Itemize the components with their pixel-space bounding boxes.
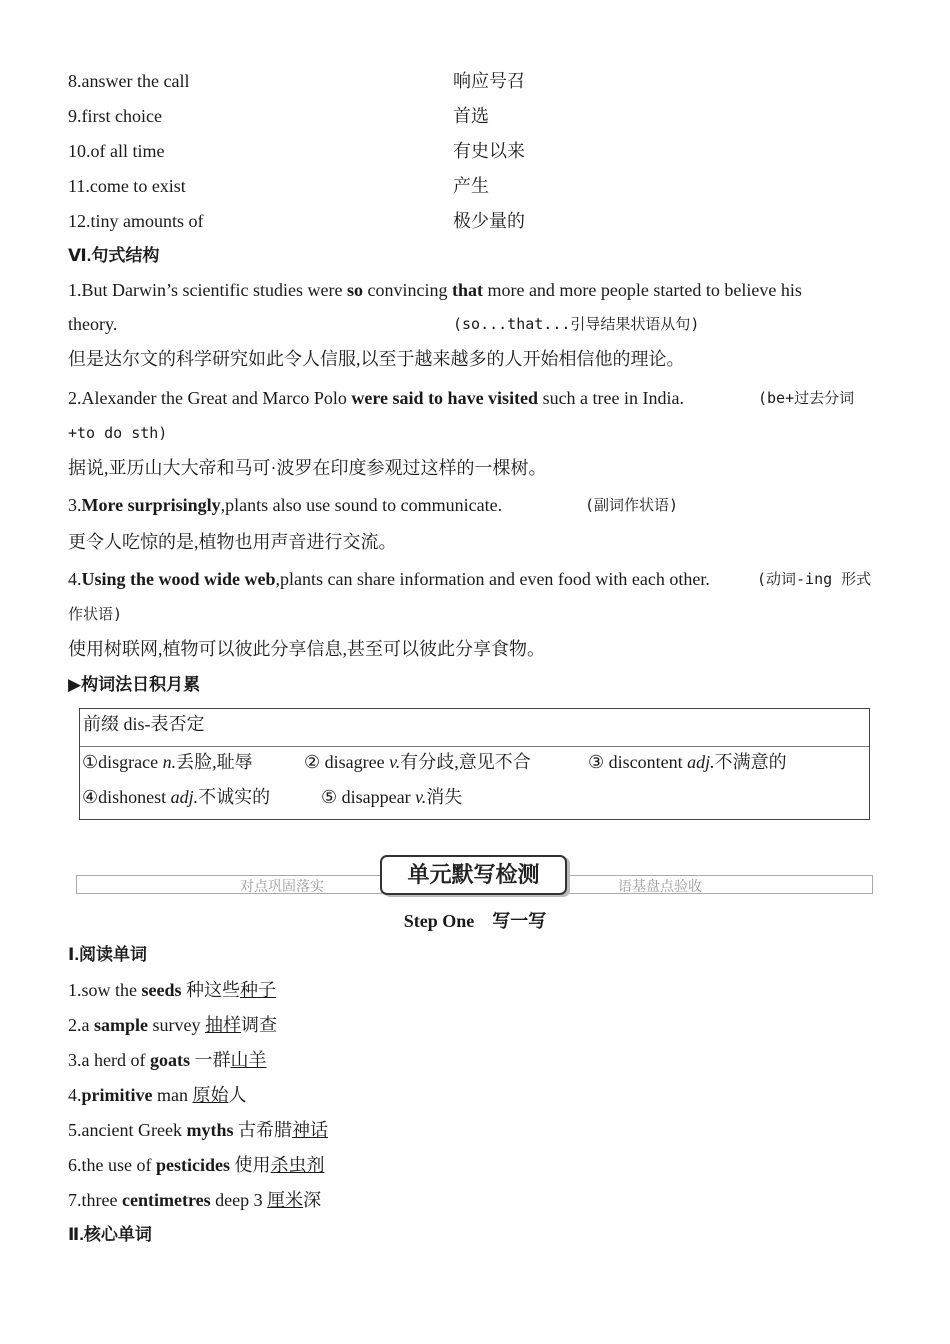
- word-item: [588, 750, 787, 774]
- word-formation-box: [79, 708, 870, 820]
- sentence-4: [68, 567, 710, 591]
- sentence-text: ,plants can share information and even food with each other.: [275, 569, 710, 589]
- sentence-text: more and more people started to believe his: [482, 280, 802, 300]
- item-keyword: centimetres: [121, 1190, 211, 1210]
- item-number: ⑤: [321, 787, 342, 807]
- sentence-keyword: that: [451, 280, 483, 300]
- sentence-1: [68, 278, 802, 302]
- sentence-3: [68, 493, 502, 517]
- sentence-text: such a tree in India.: [538, 388, 685, 408]
- box-divider: [80, 746, 869, 747]
- item-text: deep 3: [210, 1190, 268, 1210]
- item-text: 人: [228, 1085, 247, 1105]
- vocab-row-en: 10.of all time: [68, 141, 165, 161]
- sentence-text: 3.: [68, 495, 82, 515]
- grammar-note: (be+过去分词: [758, 389, 855, 407]
- item-text: 调查: [241, 1015, 277, 1035]
- word-formation-heading: ▶构词法日积月累: [68, 675, 201, 694]
- item-text: man: [152, 1085, 193, 1105]
- word-item: [82, 750, 253, 774]
- box-title: 前缀 dis-表否定: [83, 714, 205, 734]
- sentence-2-translation: 据说,亚历山大大帝和马可·波罗在印度参观过这样的一棵树。: [68, 458, 547, 478]
- item-number: ③: [588, 752, 609, 772]
- sentence-text: 4.: [68, 569, 82, 589]
- item-text: 7.three: [68, 1190, 122, 1210]
- banner-left-bar: [76, 875, 382, 894]
- item-text: 6.the use of: [68, 1155, 156, 1175]
- item-word: dishonest: [98, 787, 171, 807]
- item-meaning: 丢脸,耻辱: [176, 752, 253, 772]
- section-heading-core-words: Ⅱ.核心单词: [68, 1225, 152, 1244]
- item-text: 使用: [229, 1155, 271, 1175]
- vocab-row-en: 9.first choice: [68, 106, 162, 126]
- item-text: 1.sow the: [68, 980, 142, 1000]
- sentence-1-translation: 但是达尔文的科学研究如此令人信服,以至于越来越多的人开始相信他的理论。: [68, 349, 685, 369]
- item-answer: 神话: [291, 1120, 328, 1140]
- item-text: survey: [148, 1015, 205, 1035]
- item-text: 深: [303, 1190, 322, 1210]
- banner-right-text: 语基盘点验收: [618, 880, 702, 895]
- item-meaning: 不满意的: [714, 752, 787, 772]
- grammar-note-cont: +to do sth): [68, 424, 168, 442]
- sentence-text: ,plants also use sound to communicate.: [220, 495, 503, 515]
- item-keyword: myths: [186, 1120, 234, 1140]
- item-word: discontent: [608, 752, 688, 772]
- item-meaning: 不诚实的: [198, 787, 271, 807]
- section-heading-reading-words: Ⅰ.阅读单词: [68, 945, 148, 964]
- vocab-row-zh: 首选: [453, 106, 489, 126]
- item-text: 4.: [68, 1085, 82, 1105]
- item-pos: v.: [389, 752, 401, 772]
- item-text: 3.a herd of: [68, 1050, 150, 1070]
- item-text: 种这些: [181, 980, 240, 1000]
- item-answer: 抽样: [205, 1015, 241, 1035]
- sentence-text: convincing: [362, 280, 452, 300]
- item-text: 古希腊: [233, 1120, 292, 1140]
- item-word: disagree: [324, 752, 390, 772]
- item-keyword: primitive: [81, 1085, 153, 1105]
- item-text: 5.ancient Greek: [68, 1120, 187, 1140]
- item-pos: v.: [415, 787, 427, 807]
- list-item: [68, 1048, 266, 1072]
- item-number: ①: [82, 752, 99, 772]
- vocab-row-zh: 产生: [453, 176, 489, 196]
- sentence-keyword: so: [346, 280, 363, 300]
- list-item: [68, 1118, 328, 1142]
- item-word: disgrace: [98, 752, 163, 772]
- sentence-text: 1.But Darwin’s scientific studies were: [68, 280, 347, 300]
- item-keyword: seeds: [141, 980, 182, 1000]
- item-pos: adj.: [687, 752, 715, 772]
- item-text: 2.a: [68, 1015, 94, 1035]
- grammar-note-cont: 作状语): [68, 605, 123, 623]
- step-heading: Step One 写一写: [403, 911, 547, 931]
- item-keyword: pesticides: [155, 1155, 230, 1175]
- item-keyword: sample: [94, 1015, 148, 1035]
- sentence-keyword: Using the wood wide web: [81, 569, 276, 589]
- vocab-row-en: 8.answer the call: [68, 71, 190, 91]
- list-item: [68, 1153, 324, 1177]
- item-answer: 杀虫剂: [270, 1155, 325, 1175]
- item-pos: n.: [162, 752, 177, 772]
- list-item: [68, 1083, 246, 1107]
- list-item: [68, 1188, 321, 1212]
- item-number: ②: [304, 752, 325, 772]
- vocab-row-en: 11.come to exist: [68, 176, 186, 196]
- item-meaning: 有分歧,意见不合: [400, 752, 531, 772]
- banner-right-bar: [566, 875, 873, 894]
- list-item: [68, 1013, 277, 1037]
- vocab-row-zh: 有史以来: [453, 141, 525, 161]
- sentence-2: [68, 386, 684, 410]
- item-answer: 原始: [192, 1085, 229, 1105]
- word-item: [82, 785, 270, 809]
- grammar-note: (副词作状语): [585, 496, 679, 514]
- item-meaning: 消失: [426, 787, 463, 807]
- vocab-row-zh: 响应号召: [453, 71, 525, 91]
- item-answer: 山羊: [230, 1050, 267, 1070]
- banner-left-text: 对点巩固落实: [240, 880, 324, 895]
- sentence-1-cont: theory.: [68, 314, 118, 334]
- section-heading-sentence-structure: Ⅵ.句式结构: [68, 246, 160, 265]
- banner-title: 单元默写检测: [380, 855, 567, 895]
- sentence-text: 2.Alexander the Great and Marco Polo: [68, 388, 352, 408]
- item-pos: adj.: [170, 787, 199, 807]
- sentence-keyword: were said to have visited: [351, 388, 539, 408]
- grammar-note: (动词-ing 形式: [757, 570, 872, 588]
- item-answer: 厘米: [267, 1190, 304, 1210]
- sentence-keyword: More surprisingly: [81, 495, 221, 515]
- item-word: disappear: [341, 787, 416, 807]
- vocab-row-en: 12.tiny amounts of: [68, 211, 204, 231]
- item-text: 一群: [189, 1050, 231, 1070]
- sentence-4-translation: 使用树联网,植物可以彼此分享信息,甚至可以彼此分享食物。: [68, 639, 545, 659]
- item-answer: 种子: [240, 980, 276, 1000]
- list-item: [68, 978, 276, 1002]
- grammar-note: (so...that...引导结果状语从句): [453, 315, 700, 333]
- item-keyword: goats: [149, 1050, 190, 1070]
- vocab-row-zh: 极少量的: [453, 211, 525, 231]
- word-item: [304, 750, 531, 774]
- word-item: [321, 785, 462, 809]
- item-number: ④: [82, 787, 99, 807]
- sentence-3-translation: 更令人吃惊的是,植物也用声音进行交流。: [68, 532, 397, 552]
